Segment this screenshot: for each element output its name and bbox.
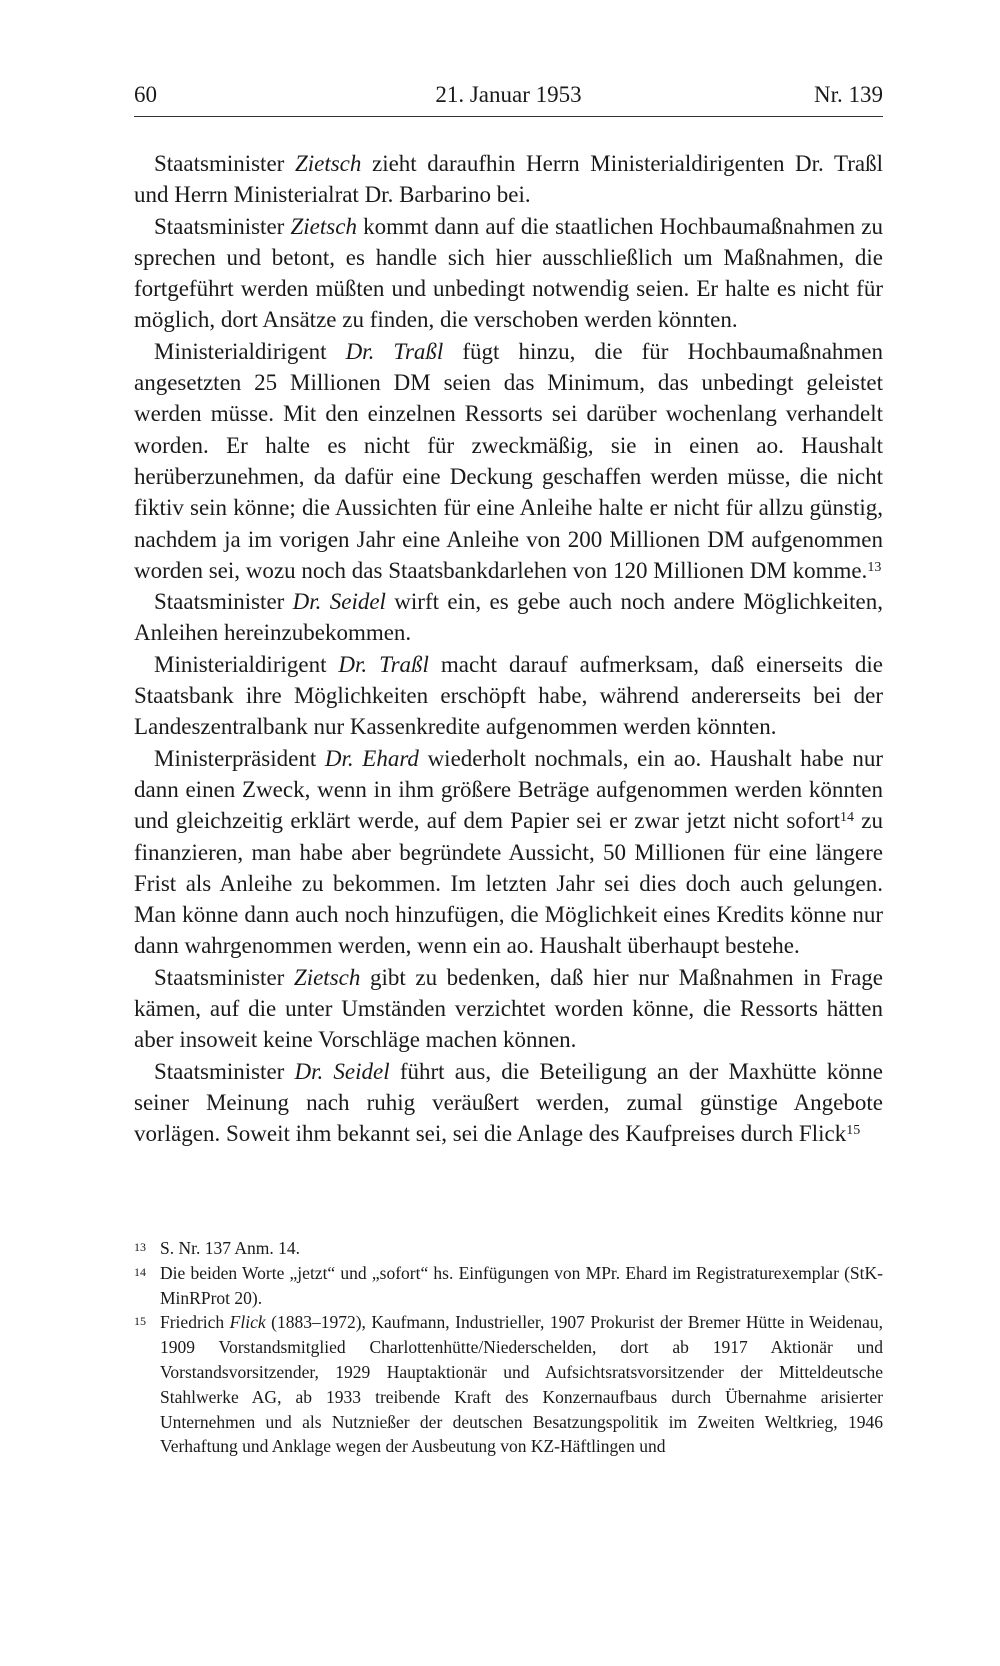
main-text xyxy=(134,148,883,1150)
footnote xyxy=(134,1261,883,1311)
speaker-name: Dr. Seidel xyxy=(292,589,386,615)
footnote-ref[interactable]: 15 xyxy=(846,1123,861,1139)
speaker-name: Dr. Traßl xyxy=(338,651,429,677)
paragraph: Staatsminister Zietsch gibt zu bedenken, daß hier nur Maßnahmen in Frage kämen, auf die unter Umständen verzichtet worden könne, die Ressorts hätten aber insoweit keine Vorschläge machen können. xyxy=(134,964,883,1053)
person-name: Flick xyxy=(229,1312,266,1333)
paragraph: Ministerialdirigent Dr. Traßl macht darauf aufmerksam, daß einerseits die Staatsbank ihre Möglichkeiten erschöpft habe, während andererseits bei der Landeszentralbank nur Kassenkredite aufgenommen werden könnten. xyxy=(134,651,883,740)
speaker-name: Dr. Traßl xyxy=(345,338,444,364)
speaker-name: Zietsch xyxy=(293,964,361,990)
paragraph: Staatsminister Zietsch zieht daraufhin Herrn Ministerialdirigenten Dr. Traßl und Herrn Ministerialrat Dr. Barbarino bei. xyxy=(134,151,884,208)
paragraph: Ministerpräsident Dr. Ehard wiederholt nochmals, ein ao. Haushalt habe nur dann einen Zweck, wenn in ihm größere Beträge aufgenommen werden könnten und gleichzeitig erklärt werde, auf dem Papier sei er zwar jetzt nicht sofort$^{14}$ zu finanzieren, man habe aber begründete Aussicht, 50 Millionen für eine längere Frist als Anleihe zu bekommen. Im letzten Jahr sei dies doch auch gelungen. Man könne dann auch noch hinzufügen, die Möglichkeit eines Kredits könne nur dann wahrgenommen werden, wenn ein ao. Haushalt überhaupt bestehe. xyxy=(134,745,883,959)
running-header xyxy=(134,82,883,117)
footnote-ref[interactable]: 13 xyxy=(867,559,882,575)
document-number: Nr. 139 xyxy=(814,82,883,107)
footnote xyxy=(134,1236,883,1261)
speaker-name: Zietsch xyxy=(294,151,362,176)
footnote-text: S. Nr. 137 Anm. 14. xyxy=(160,1238,301,1258)
speaker-name: Zietsch xyxy=(290,213,357,239)
footnote-number: 14 xyxy=(134,1264,146,1279)
speaker-name: Dr. Ehard xyxy=(324,745,419,771)
footnote: 15 Friedrich Flick (1883–1972), Kaufmann, Industrieller, 1907 Prokurist der Bremer Hütte in Weidenau, 1909 Vorstandsmitglied Charlottenhütte/Niederschelden, dort ab 1917 Aktionär und Vorstandsvorsitzender, 1929 Hauptaktionär und Aufsichtsratsvorsitzender der Mitteldeutsche Stahlwerke AG, ab 1933 treibende Kraft des Konzernaufbaus durch Übernahme arisierter Unternehmen und als Nutznießer der deutschen Besatzungspolitik im Zweiten Weltkrieg, 1946 Verhaftung und Anklage wegen der Ausbeutung von KZ-Häftlingen und xyxy=(134,1312,883,1457)
footnote-number: 13 xyxy=(134,1240,146,1254)
footnote-number: 15 xyxy=(134,1314,146,1329)
paragraph: Ministerialdirigent Dr. Traßl fügt hinzu, die für Hochbaumaßnahmen angesetzten 25 Millionen DM seien das Minimum, das unbedingt geleistet werden müsse. Mit den einzelnen Ressorts sei darüber wochenlang verhandelt worden. Er halte es nicht für zweckmäßig, sie in einen ao. Haushalt herüberzunehmen, da dafür eine Deckung geschaffen werden müsse, die nicht fiktiv sein könne; die Aussichten für eine Anleihe halte er nicht für allzu günstig, nachdem ja im vorigen Jahr eine Anleihe von 200 Millionen DM aufgenommen worden sei, wozu noch das Staatsbankdarlehen von 120 Millionen DM komme.$^{13}$ xyxy=(134,338,883,583)
footnotes xyxy=(134,1236,883,1459)
footnote-ref[interactable]: 14 xyxy=(840,810,855,826)
paragraph: Staatsminister Zietsch kommt dann auf die staatlichen Hochbaumaßnahmen zu sprechen und betont, es handle sich hier ausschließlich um Maßnahmen, die fortgeführt werden müßten und unbedingt notwendig seien. Er halte es nicht für möglich, dort Ansätze zu finden, die verschoben werden könnten. xyxy=(134,213,883,333)
paragraph: Staatsminister Dr. Seidel wirft ein, es gebe auch noch andere Möglichkeiten, Anleihen hereinzubekommen. xyxy=(134,589,883,646)
speaker-name: Dr. Seidel xyxy=(294,1058,390,1084)
page-number: 60 xyxy=(134,82,157,107)
header-date: 21. Januar 1953 xyxy=(435,82,582,107)
paragraph: Staatsminister Dr. Seidel führt aus, die Beteiligung an der Maxhütte könne seiner Meinung nach ruhig veräußert werden, zumal günstige Angebote vorlägen. Soweit ihm bekannt sei, sei die Anlage des Kaufpreises durch Flick$^{15}$ xyxy=(134,1058,883,1147)
footnote-text: Die beiden Worte „jetzt“ und „sofort“ hs. Einfügungen von MPr. Ehard im Registraturexemplar (StK-MinRProt 20). xyxy=(160,1262,883,1308)
footnote-text: (1883–1972), Kaufmann, Industrieller, 1907 Prokurist der Bremer Hütte in Weidenau, 1909 Vorstandsmitglied Charlottenhütte/Niederschelden, dort ab 1917 Aktionär und Vorstandsvorsitzender, 1929 Hauptaktionär und Aufsichtsratsvorsitzender der Mitteldeutsche Stahlwerke AG, ab 1933 treibende Kraft des Konzernaufbaus durch Übernahme arisierter Unternehmen und als Nutznießer der deutschen Besatzungspolitik im Zweiten Weltkrieg, 1946 Verhaftung und Anklage wegen der Ausbeutung von KZ-Häftlingen und xyxy=(160,1312,883,1457)
